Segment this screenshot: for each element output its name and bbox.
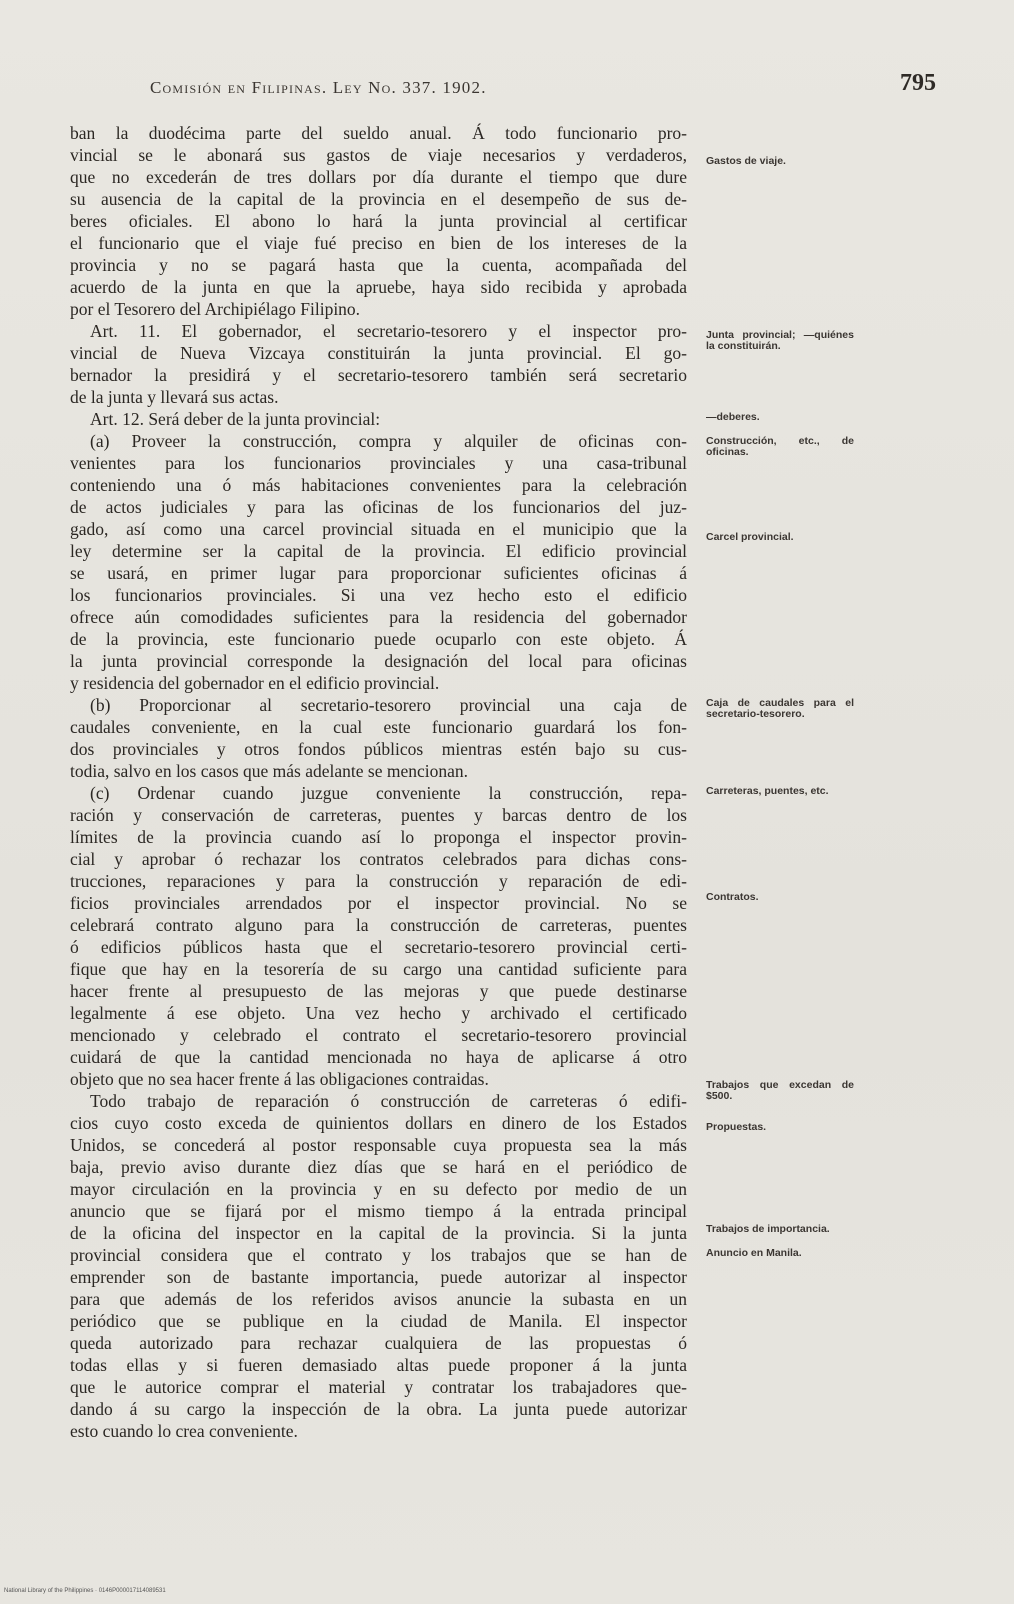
body-line: se usará, en primer lugar para proporcionar suficientes oficinas á <box>70 563 687 583</box>
body-line: celebrará contrato alguno para la construcción de carreteras, puentes <box>70 915 687 935</box>
body-line: esto cuando lo crea conveniente. <box>70 1421 298 1441</box>
body-line: para que además de los referidos avisos anuncie la subasta en un <box>70 1289 687 1309</box>
body-line: ó edificios públicos hasta que el secretario-tesorero provincial certi- <box>70 937 687 957</box>
margin-note-trabajos-importancia: Trabajos de importancia. <box>706 1223 830 1235</box>
body-line: ficios provinciales arrendados por el inspector provincial. No se <box>70 893 687 913</box>
margin-note-junta-provincial: Junta provincial; —quiénes la constituirán. <box>706 329 854 352</box>
margin-note-carreteras: Carreteras, puentes, etc. <box>706 785 829 797</box>
body-line: bernador la presidirá y el secretario-tesorero también será secretario <box>70 365 687 385</box>
body-line: cios cuyo costo exceda de quinientos dollars en dinero de los Estados <box>70 1113 687 1133</box>
body-line: gado, así como una carcel provincial situada en el municipio que la <box>70 519 687 539</box>
body-line: ley determine ser la capital de la provincia. El edificio provincial <box>70 541 687 561</box>
margin-note-caja-de-caudales: Caja de caudales para el secretario-tesorero. <box>706 697 854 720</box>
body-line: el funcionario que el viaje fué preciso en bien de los intereses de la <box>70 233 687 253</box>
body-line: vincial se le abonará sus gastos de viaje necesarios y verdaderos, <box>70 145 687 165</box>
body-line: Unidos, se concederá al postor responsable cuya propuesta sea la más <box>70 1135 687 1155</box>
body-line: objeto que no sea hacer frente á las obligaciones contraidas. <box>70 1069 489 1089</box>
body-line: mayor circulación en la provincia y en su defecto por medio de un <box>70 1179 687 1199</box>
body-line: mencionado y celebrado el contrato el secretario-tesorero provincial <box>70 1025 687 1045</box>
clause-a-line: (a) Proveer la construcción, compra y alquiler de oficinas con- <box>90 431 687 451</box>
body-line: la junta provincial corresponde la designación del local para oficinas <box>70 651 687 671</box>
body-line: venientes para los funcionarios provinciales y una casa-tribunal <box>70 453 687 473</box>
body-line: que no excederán de tres dollars por día durante el tiempo que dure <box>70 167 687 187</box>
body-line: baja, previo aviso durante diez días que se hará en el periódico de <box>70 1157 687 1177</box>
body-line: legalmente á ese objeto. Una vez hecho y archivado el certificado <box>70 1003 687 1023</box>
body-line: ofrece aún comodidades suficientes para la residencia del gobernador <box>70 607 687 627</box>
body-line: vincial de Nueva Vizcaya constituirán la junta provincial. El go- <box>70 343 687 363</box>
margin-note-construccion-oficinas: Construcción, etc., de oficinas. <box>706 435 854 458</box>
body-line: provincia y no se pagará hasta que la cuenta, acompañada del <box>70 255 687 275</box>
body-line: provincial considera que el contrato y los trabajos que se han de <box>70 1245 687 1265</box>
body-line: anuncio que se fijará por el mismo tiempo á la entrada principal <box>70 1201 687 1221</box>
body-line: dos provinciales y otros fondos públicos mientras estén bajo su cus- <box>70 739 687 759</box>
body-line: queda autorizado para rechazar cualquiera de las propuestas ó <box>70 1333 687 1353</box>
body-line: fique que hay en la tesorería de su cargo una cantidad suficiente para <box>70 959 687 979</box>
body-line: beres oficiales. El abono lo hará la junta provincial al certificar <box>70 211 687 231</box>
body-line: de la provincia, este funcionario puede ocuparlo con este objeto. Á <box>70 629 687 649</box>
body-line: Todo trabajo de reparación ó construcción de carreteras ó edifi- <box>90 1091 687 1111</box>
body-line: límites de la provincia cuando así lo proponga el inspector provin- <box>70 827 687 847</box>
body-line: que le autorice comprar el material y contratar los trabajadores que- <box>70 1377 687 1397</box>
body-line: ración y conservación de carreteras, puentes y barcas dentro de los <box>70 805 687 825</box>
clause-b-line: (b) Proporcionar al secretario-tesorero provincial una caja de <box>90 695 687 715</box>
page-number: 795 <box>900 70 936 96</box>
body-line: periódico que se publique en la ciudad de Manila. El inspector <box>70 1311 687 1331</box>
body-line: ban la duodécima parte del sueldo anual. Á todo funcionario pro- <box>70 123 687 143</box>
running-head: Comisión en Filipinas. Ley No. 337. 1902. <box>150 78 487 97</box>
body-line: de actos judiciales y para las oficinas de los funcionarios del juz- <box>70 497 687 517</box>
body-line: todas ellas y si fueren demasiado altas puede proponer á la junta <box>70 1355 687 1375</box>
article-12-heading-line: Art. 12. Será deber de la junta provincial: <box>90 409 381 429</box>
body-line: acuerdo de la junta en que la apruebe, haya sido recibida y aprobada <box>70 277 687 297</box>
body-line: cuidará de que la cantidad mencionada no haya de aplicarse á otro <box>70 1047 687 1067</box>
body-line: los funcionarios provinciales. Si una vez hecho esto el edificio <box>70 585 687 605</box>
body-line: su ausencia de la capital de la provincia en el desempeño de sus de- <box>70 189 687 209</box>
body-line: cial y aprobar ó rechazar los contratos celebrados para dichas cons- <box>70 849 687 869</box>
body-line: y residencia del gobernador en el edificio provincial. <box>70 673 440 693</box>
margin-note-propuestas: Propuestas. <box>706 1121 767 1133</box>
body-line: dando á su cargo la inspección de la obra. La junta puede autorizar <box>70 1399 687 1419</box>
body-line: por el Tesorero del Archipiélago Filipino. <box>70 299 361 319</box>
body-line: todia, salvo en los casos que más adelante se mencionan. <box>70 761 469 781</box>
body-line: de la oficina del inspector en la capital de la provincia. Si la junta <box>70 1223 687 1243</box>
body-line: hacer frente al presupuesto de las mejoras y que puede destinarse <box>70 981 687 1001</box>
margin-note-anuncio-manila: Anuncio en Manila. <box>706 1247 802 1259</box>
margin-note-deberes: —deberes. <box>706 411 760 423</box>
body-line: caudales conveniente, en la cual este funcionario guardará los fon- <box>70 717 687 737</box>
margin-note-contratos: Contratos. <box>706 891 759 903</box>
margin-note-gastos-de-viaje: Gastos de viaje. <box>706 155 786 167</box>
margin-note-trabajos-500: Trabajos que excedan de $500. <box>706 1079 854 1102</box>
body-line: de la junta y llevará sus actas. <box>70 387 279 407</box>
scan-credit: National Library of the Philippines · 0146P000017114089531 <box>4 1588 166 1594</box>
clause-c-line: (c) Ordenar cuando juzgue conveniente la construcción, repa- <box>90 783 687 803</box>
body-line: conteniendo una ó más habitaciones convenientes para la celebración <box>70 475 687 495</box>
body-line: trucciones, reparaciones y para la construcción y reparación de edi- <box>70 871 687 891</box>
body-line: emprender son de bastante importancia, puede autorizar al inspector <box>70 1267 687 1287</box>
article-11-heading-line: Art. 11. El gobernador, el secretario-tesorero y el inspector pro- <box>90 321 687 341</box>
margin-note-carcel-provincial: Carcel provincial. <box>706 531 794 543</box>
